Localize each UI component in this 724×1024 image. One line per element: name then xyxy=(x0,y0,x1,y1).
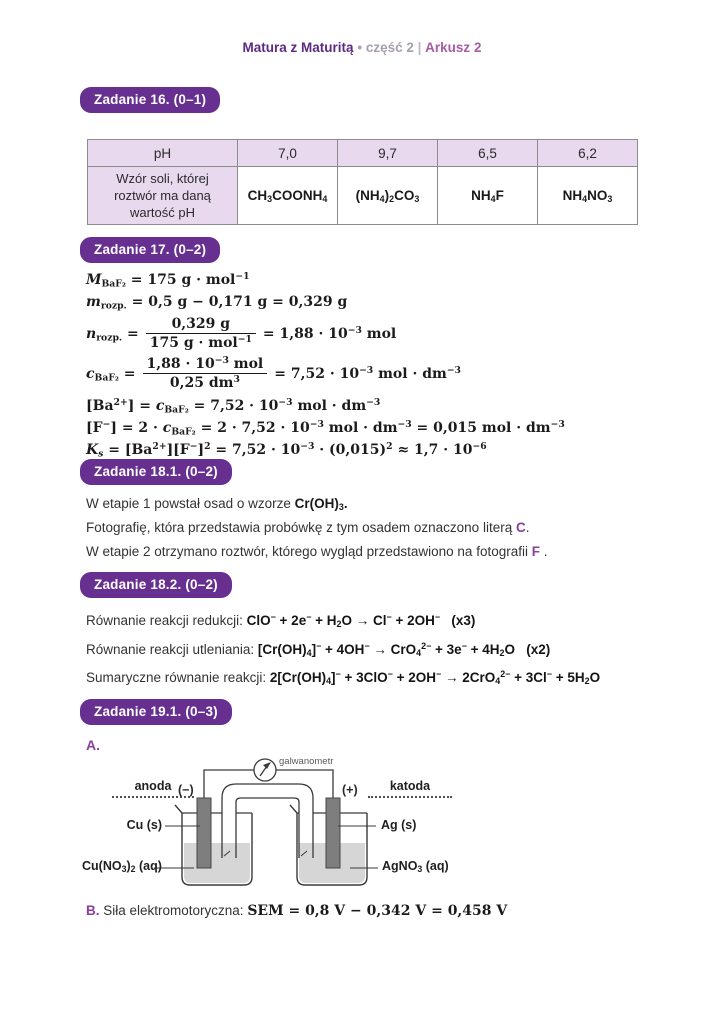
task-badge-18-2: Zadanie 18.2. (0–2) xyxy=(80,572,232,598)
solubility-calculation xyxy=(86,270,565,462)
cathode-label: katoda xyxy=(368,779,452,798)
fraction-denominator: 175 g · mol$^{-1}$ xyxy=(149,333,252,351)
table-cell-salt-formula: $CH_3COONH_4$ xyxy=(238,167,338,225)
equation-label: Równanie reakcji utleniania: xyxy=(86,641,258,657)
header-dot: • xyxy=(357,40,363,55)
table-cell-salt-formula: $NH_4NO_3$ xyxy=(538,167,638,225)
equation-label: Równanie reakcji redukcji: xyxy=(86,613,247,628)
table-cell-ph-value: 9,7 xyxy=(338,140,438,167)
emf-text: Siła elektromotoryczna: xyxy=(99,903,248,918)
fraction-numerator: 0,329 g xyxy=(146,316,256,334)
photo-letter-c: C xyxy=(515,520,526,535)
header-part: część 2 xyxy=(365,40,414,55)
math-line-mass: $m_{rozp.} = 0,5$ g − 0,171 g = 0,329 g xyxy=(86,294,348,312)
fraction xyxy=(146,316,256,351)
math-pre: $n_{rozp.}$ = xyxy=(86,325,139,343)
anode-label: anoda xyxy=(112,779,194,798)
brand-title: Matura z Maturitą xyxy=(242,40,354,55)
overall-equation-line xyxy=(86,664,600,693)
page-header xyxy=(0,40,724,55)
solution-left-fill xyxy=(184,843,250,883)
answer-text: . xyxy=(525,520,530,535)
minus-sign-label: (−) xyxy=(178,783,194,797)
table-cell-salt-label: Wzór soli, której roztwór ma daną wartość pH xyxy=(88,167,238,225)
math-line-moles xyxy=(86,316,565,351)
math-pre: $c_{BaF_2}$ = xyxy=(86,365,136,383)
table-cell-ph-label: pH xyxy=(88,140,238,167)
overall-equation: $2[Cr(OH)_4]^- + 3ClO^- + 2OH^- \to 2CrO_4^{2-} + 3Cl^- + 5H_2O$ xyxy=(269,669,601,687)
table-row-ph xyxy=(88,140,638,167)
table-row-salts xyxy=(88,167,638,225)
math-line-ba: $[Ba^{2+}] = c_{BaF_2} = 7,52 \cdot 10^{-3}$ mol · $dm^{-3}$ xyxy=(86,396,381,416)
fraction-numerator: $1,88 \cdot 10^{-3}$ mol xyxy=(143,356,268,374)
answer-line xyxy=(86,492,548,516)
photo-letter-f: F xyxy=(531,544,540,559)
math-line-ks: $K_s = [Ba^{2+}][F^-]^2 = 7,52 \cdot 10^{-3} \cdot (0,015)^2 \approx 1,7 \cdot 10^{-6}$ xyxy=(86,440,487,460)
table-cell-salt-formula: $(NH_4)_2CO_3$ xyxy=(338,167,438,225)
math-post: = $7,52 \cdot 10^{-3}$ mol · $dm^{-3}$ xyxy=(274,364,461,382)
fraction-denominator: 0,25 $dm^3$ xyxy=(169,373,240,391)
silver-electrode-label: Ag (s) xyxy=(381,818,417,832)
galvanic-cell-diagram xyxy=(80,754,550,896)
reduction-equation-line xyxy=(86,607,600,636)
silver-nitrate-label: AgNO$_3$ (aq) xyxy=(382,859,449,875)
task-badge-18-1: Zadanie 18.1. (0–2) xyxy=(80,459,232,485)
header-pipe: | xyxy=(417,40,422,55)
part-b-label: B. xyxy=(86,903,100,918)
math-line-molar-mass: $M_{BaF_2} = 175$ g · mol$^{-1}$ xyxy=(86,270,250,290)
answer-text: Fotografię, która przedstawia probówkę z tym osadem oznaczono literą xyxy=(86,520,516,535)
task-badge-19-1: Zadanie 19.1. (0–3) xyxy=(80,699,232,725)
task-badge-17: Zadanie 17. (0–2) xyxy=(80,237,220,263)
answer-18-1 xyxy=(86,492,548,564)
answer-line xyxy=(86,540,548,564)
table-cell-ph-value: 6,5 xyxy=(438,140,538,167)
copper-electrode xyxy=(197,798,211,868)
emf-equation: SEM = 0,8 V − 0,342 V = 0,458 V xyxy=(247,903,508,919)
math-line-f: $[F^-] = 2 \cdot c_{BaF_2} = 2 \cdot 7,52 \cdot 10^{-3}$ mol · $dm^{-3} = 0,015$ mol · $dm^{-3}$ xyxy=(86,418,565,438)
galvanometer-label: galwanometr xyxy=(279,756,334,767)
reduction-equation: $ClO^- + 2e^- + H_2O \to Cl^- + 2OH^-$ (x3) xyxy=(246,612,476,630)
table-cell-salt-formula: $NH_4F$ xyxy=(438,167,538,225)
table-cell-ph-value: 7,0 xyxy=(238,140,338,167)
copper-nitrate-label: $Cu(NO_3)_2$ (aq) xyxy=(82,859,162,875)
oxidation-equation-line xyxy=(86,636,600,665)
copper-electrode-label: Cu (s) xyxy=(126,818,162,832)
task-badge-16: Zadanie 16. (0–1) xyxy=(80,87,220,113)
redox-equations xyxy=(86,607,600,693)
math-post: = $1,88 \cdot 10^{-3}$ mol xyxy=(262,324,397,342)
ph-salt-table xyxy=(87,139,638,225)
math-line-concentration xyxy=(86,356,565,391)
answer-text: . xyxy=(539,544,548,559)
plus-sign-label: (+) xyxy=(342,783,358,797)
part-b-line xyxy=(86,903,507,919)
precipitate-formula: $Cr(OH)_3$. xyxy=(294,496,348,513)
silver-electrode xyxy=(326,798,340,868)
galvanometer-icon xyxy=(254,759,276,781)
table-cell-ph-value: 6,2 xyxy=(538,140,638,167)
header-sheet: Arkusz 2 xyxy=(425,40,482,55)
answer-text: W etapie 2 otrzymano roztwór, którego wygląd przedstawiono na fotografii xyxy=(86,544,532,559)
oxidation-equation: $[Cr(OH)_4]^- + 4OH^- \to CrO_4^{2-} + 3e^- + 4H_2O$ (x2) xyxy=(257,640,551,658)
part-a-label: A. xyxy=(86,737,100,753)
answer-line xyxy=(86,516,548,540)
fraction xyxy=(143,356,268,391)
answer-text: W etapie 1 powstał osad o wzorze xyxy=(86,496,295,511)
equation-label: Sumaryczne równanie reakcji: xyxy=(86,670,270,685)
